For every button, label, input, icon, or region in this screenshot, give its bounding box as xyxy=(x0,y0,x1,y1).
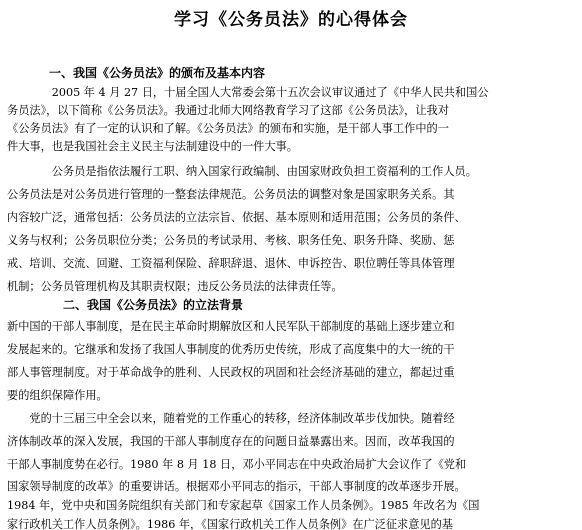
paragraph-line: 务员法》，以下简称《公务员法》。我通过北师大网络教育学习了这部《公务员法》，让我对 xyxy=(7,104,449,117)
paragraph-line: 公务员是指依法履行工职、纳入国家行政编制、由国家财政负担工资福利的工作人员。 xyxy=(7,165,477,178)
paragraph-line: 《公务员法》有了一定的认识和了解。《公务员法》的颁布和实施，是干部人事工作中的一 xyxy=(7,122,449,135)
paragraph-line: 家行政机关工作人员条例》。1986 年，《国家行政机关工作人员条例》在广泛征求意见的基 xyxy=(7,518,453,530)
paragraph-line: 部人事管理制度。对于革命战争的胜利、人民政权的巩固和社会经济基础的建立，都起过重 xyxy=(7,366,455,379)
section-heading-2: 二、我国《公务员法》的立法背景 xyxy=(63,298,244,312)
paragraph-line: 发展起来的。它继承和发扬了我国人事制度的优秀历史传统，形成了高度集中的大一统的干 xyxy=(7,343,455,356)
paragraph-line: 要的组织保障作用。 xyxy=(7,389,108,402)
paragraph-line: 2005 年 4 月 27 日，十届全国人大常委会第十五次会议审议通过了《中华人民共和国公 xyxy=(7,86,489,99)
document-title: 学习《公务员法》的心得体会 xyxy=(174,10,408,30)
paragraph-line: 干部人事制度势在必行。1980 年 8 月 18 日，邓小平同志在中央政治局扩大会议作了《党和 xyxy=(7,458,467,471)
paragraph-line: 新中国的干部人事制度，是在民主革命时期解放区和人民军队干部制度的基础上逐步建立和 xyxy=(7,320,455,333)
paragraph-line: 济体制改革的深入发展，我国的干部人事制度存在的问题日益暴露出来。因而，改革我国的 xyxy=(7,435,455,448)
paragraph-line: 国家领导制度的改革》的重要讲话。根据邓小平同志的指示，干部人事制度的改革逐步开展。 xyxy=(7,480,466,493)
paragraph-line: 戒、培训、交流、回避、工资福利保险、辞职辞退、退休、申诉控告、职位聘任等具体管理 xyxy=(7,257,455,270)
section-heading-1: 一、我国《公务员法》的颁布及基本内容 xyxy=(49,66,266,80)
paragraph-line: 党的十三届三中全会以来，随着党的工作重心的转移，经济体制改革步伐加快。随着经 xyxy=(7,412,455,425)
paragraph-line: 机制；公务员管理机构及其职责权限；违反公务员法的法律责任等。 xyxy=(7,280,343,293)
paragraph-line: 1984 年，党中央和国务院组织有关部门和专家起草《国家工作人员条例》。1985 年改名为《国 xyxy=(7,499,480,512)
paragraph-line: 义务与权利；公务员职位分类；公务员的考试录用、考核、职务任免、职务升降、奖励、惩 xyxy=(7,234,455,247)
paragraph-line: 公务员法是对公务员进行管理的一整套法律规范。公务员法的调整对象是国家职务关系。其 xyxy=(7,188,455,201)
paragraph-line: 件大事，也是我国社会主义民主与法制建设中的一件大事。 xyxy=(7,140,298,153)
paragraph-line: 内容较广泛，通常包括：公务员法的立法宗旨、依据、基本原则和适用范围；公务员的条件、 xyxy=(7,211,466,224)
